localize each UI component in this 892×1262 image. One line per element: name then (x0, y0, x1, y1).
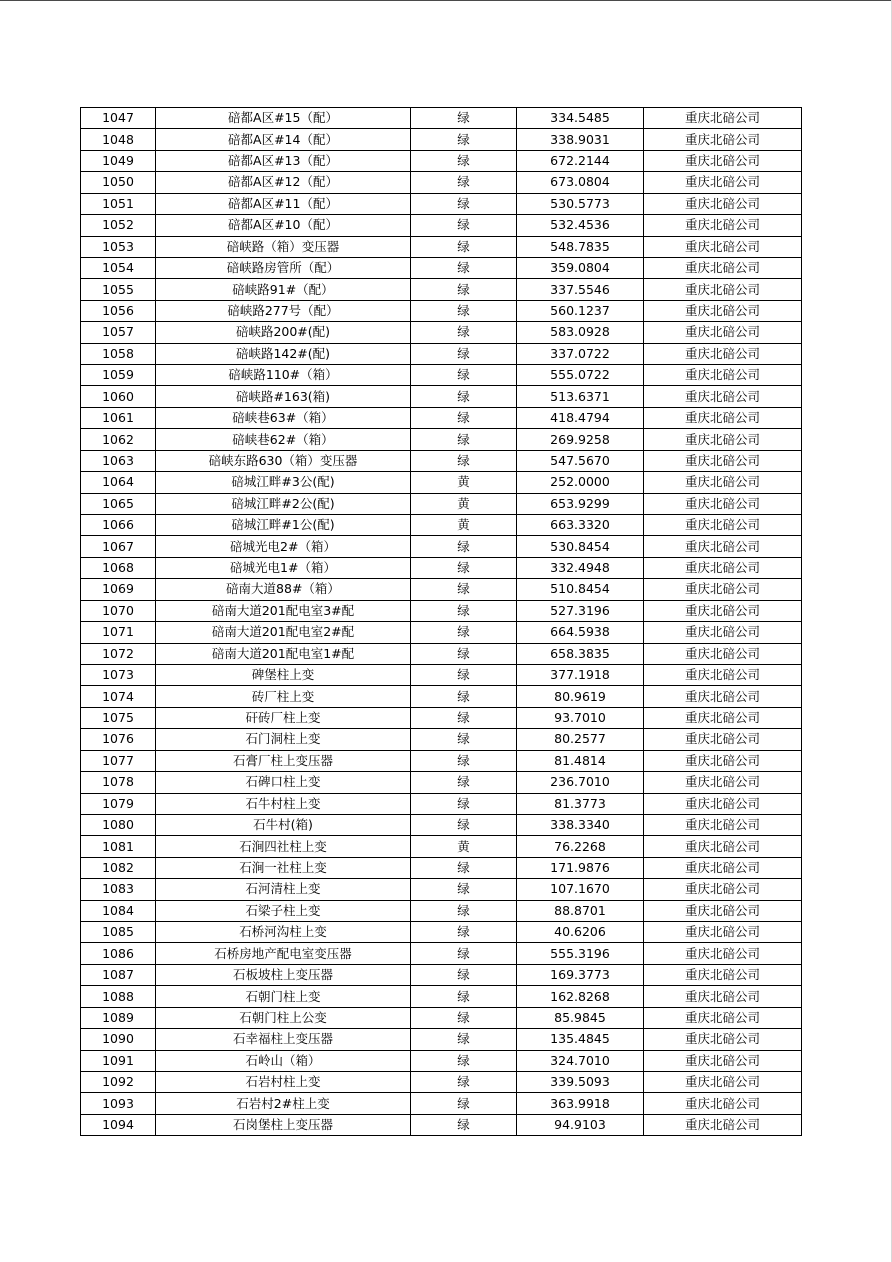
status-cell: 绿 (411, 600, 517, 621)
value-cell: 530.8454 (517, 536, 644, 557)
transformer-name-cell: 碚南大道201配电室2#配 (156, 622, 411, 643)
company-cell: 重庆北碚公司 (644, 300, 802, 321)
table-row (81, 536, 802, 557)
status-cell: 绿 (411, 300, 517, 321)
company-cell: 重庆北碚公司 (644, 729, 802, 750)
company-cell: 重庆北碚公司 (644, 836, 802, 857)
value-cell: 338.3340 (517, 814, 644, 835)
value-cell: 673.0804 (517, 172, 644, 193)
status-cell: 绿 (411, 643, 517, 664)
value-cell: 664.5938 (517, 622, 644, 643)
status-cell: 绿 (411, 150, 517, 171)
transformer-name-cell: 碚城光电2#（箱） (156, 536, 411, 557)
transformer-name-cell: 碚峡东路630（箱）变压器 (156, 450, 411, 471)
status-cell: 绿 (411, 1029, 517, 1050)
status-cell: 绿 (411, 108, 517, 129)
transformer-name-cell: 碚都A区#13（配） (156, 150, 411, 171)
company-cell: 重庆北碚公司 (644, 814, 802, 835)
transformer-name-cell: 石牛村(箱) (156, 814, 411, 835)
transformer-name-cell: 碚南大道201配电室1#配 (156, 643, 411, 664)
company-cell: 重庆北碚公司 (644, 343, 802, 364)
value-cell: 334.5485 (517, 108, 644, 129)
status-cell: 绿 (411, 257, 517, 278)
transformer-name-cell: 碚峡路277号（配） (156, 300, 411, 321)
table-row (81, 429, 802, 450)
table-row (81, 1071, 802, 1092)
value-cell: 339.5093 (517, 1071, 644, 1092)
row-id-cell: 1055 (81, 279, 156, 300)
table-row (81, 1050, 802, 1071)
row-id-cell: 1086 (81, 943, 156, 964)
table-row (81, 150, 802, 171)
row-id-cell: 1052 (81, 215, 156, 236)
table-row (81, 450, 802, 471)
table-row (81, 472, 802, 493)
company-cell: 重庆北碚公司 (644, 1071, 802, 1092)
company-cell: 重庆北碚公司 (644, 236, 802, 257)
value-cell: 324.7010 (517, 1050, 644, 1071)
transformer-name-cell: 石板坡柱上变压器 (156, 964, 411, 985)
transformer-name-cell: 石门洞柱上变 (156, 729, 411, 750)
row-id-cell: 1064 (81, 472, 156, 493)
transformer-name-cell: 碚都A区#15（配） (156, 108, 411, 129)
table-row (81, 600, 802, 621)
status-cell: 绿 (411, 857, 517, 878)
transformer-name-cell: 碚峡路142#(配) (156, 343, 411, 364)
transformer-name-cell: 碚城江畔#2公(配) (156, 493, 411, 514)
row-id-cell: 1057 (81, 322, 156, 343)
status-cell: 绿 (411, 343, 517, 364)
row-id-cell: 1059 (81, 365, 156, 386)
table-row (81, 943, 802, 964)
status-cell: 绿 (411, 450, 517, 471)
table-row (81, 879, 802, 900)
company-cell: 重庆北碚公司 (644, 536, 802, 557)
table-row (81, 322, 802, 343)
table-row (81, 407, 802, 428)
status-cell: 绿 (411, 172, 517, 193)
row-id-cell: 1080 (81, 814, 156, 835)
company-cell: 重庆北碚公司 (644, 900, 802, 921)
value-cell: 81.3773 (517, 793, 644, 814)
status-cell: 绿 (411, 772, 517, 793)
row-id-cell: 1056 (81, 300, 156, 321)
value-cell: 332.4948 (517, 557, 644, 578)
transformer-name-cell: 石岩村柱上变 (156, 1071, 411, 1092)
transformer-name-cell: 碚城江畔#3公(配) (156, 472, 411, 493)
row-id-cell: 1058 (81, 343, 156, 364)
value-cell: 359.0804 (517, 257, 644, 278)
transformer-name-cell: 石桥房地产配电室变压器 (156, 943, 411, 964)
table-row (81, 108, 802, 129)
value-cell: 162.8268 (517, 986, 644, 1007)
company-cell: 重庆北碚公司 (644, 772, 802, 793)
value-cell: 583.0928 (517, 322, 644, 343)
company-cell: 重庆北碚公司 (644, 1007, 802, 1028)
table-row (81, 386, 802, 407)
company-cell: 重庆北碚公司 (644, 707, 802, 728)
table-row (81, 900, 802, 921)
value-cell: 547.5670 (517, 450, 644, 471)
status-cell: 绿 (411, 279, 517, 300)
company-cell: 重庆北碚公司 (644, 172, 802, 193)
status-cell: 绿 (411, 215, 517, 236)
transformer-name-cell: 石桥河沟柱上变 (156, 922, 411, 943)
company-cell: 重庆北碚公司 (644, 386, 802, 407)
status-cell: 绿 (411, 686, 517, 707)
table-row (81, 1007, 802, 1028)
row-id-cell: 1076 (81, 729, 156, 750)
value-cell: 658.3835 (517, 643, 644, 664)
table-row (81, 643, 802, 664)
value-cell: 93.7010 (517, 707, 644, 728)
status-cell: 绿 (411, 964, 517, 985)
table-row (81, 1093, 802, 1114)
value-cell: 80.2577 (517, 729, 644, 750)
row-id-cell: 1075 (81, 707, 156, 728)
transformer-name-cell: 碚都A区#10（配） (156, 215, 411, 236)
value-cell: 548.7835 (517, 236, 644, 257)
company-cell: 重庆北碚公司 (644, 193, 802, 214)
transformer-name-cell: 碚峡路房管所（配） (156, 257, 411, 278)
status-cell: 绿 (411, 1114, 517, 1135)
value-cell: 252.0000 (517, 472, 644, 493)
transformer-name-cell: 碚峡路110#（箱） (156, 365, 411, 386)
value-cell: 337.5546 (517, 279, 644, 300)
table-row (81, 236, 802, 257)
table-row (81, 622, 802, 643)
status-cell: 黄 (411, 493, 517, 514)
company-cell: 重庆北碚公司 (644, 150, 802, 171)
row-id-cell: 1048 (81, 129, 156, 150)
status-cell: 绿 (411, 557, 517, 578)
value-cell: 532.4536 (517, 215, 644, 236)
transformer-name-cell: 石河清柱上变 (156, 879, 411, 900)
status-cell: 绿 (411, 879, 517, 900)
status-cell: 绿 (411, 429, 517, 450)
company-cell: 重庆北碚公司 (644, 450, 802, 471)
row-id-cell: 1089 (81, 1007, 156, 1028)
table-body (81, 108, 802, 1136)
value-cell: 94.9103 (517, 1114, 644, 1135)
value-cell: 171.9876 (517, 857, 644, 878)
value-cell: 663.3320 (517, 515, 644, 536)
value-cell: 169.3773 (517, 964, 644, 985)
company-cell: 重庆北碚公司 (644, 986, 802, 1007)
table-row (81, 215, 802, 236)
status-cell: 绿 (411, 750, 517, 771)
value-cell: 510.8454 (517, 579, 644, 600)
company-cell: 重庆北碚公司 (644, 686, 802, 707)
row-id-cell: 1081 (81, 836, 156, 857)
transformer-name-cell: 碚南大道201配电室3#配 (156, 600, 411, 621)
company-cell: 重庆北碚公司 (644, 664, 802, 685)
table-row (81, 729, 802, 750)
status-cell: 绿 (411, 1050, 517, 1071)
status-cell: 绿 (411, 922, 517, 943)
value-cell: 236.7010 (517, 772, 644, 793)
status-cell: 绿 (411, 536, 517, 557)
row-id-cell: 1083 (81, 879, 156, 900)
transformer-name-cell: 石岭山（箱） (156, 1050, 411, 1071)
value-cell: 555.0722 (517, 365, 644, 386)
table-row (81, 193, 802, 214)
value-cell: 80.9619 (517, 686, 644, 707)
row-id-cell: 1054 (81, 257, 156, 278)
transformer-name-cell: 碚城光电1#（箱） (156, 557, 411, 578)
row-id-cell: 1085 (81, 922, 156, 943)
transformer-name-cell: 碚南大道88#（箱） (156, 579, 411, 600)
transformer-name-cell: 石牛村柱上变 (156, 793, 411, 814)
row-id-cell: 1088 (81, 986, 156, 1007)
company-cell: 重庆北碚公司 (644, 964, 802, 985)
transformer-name-cell: 石碑口柱上变 (156, 772, 411, 793)
transformer-name-cell: 石岗堡柱上变压器 (156, 1114, 411, 1135)
row-id-cell: 1070 (81, 600, 156, 621)
transformer-name-cell: 碑堡柱上变 (156, 664, 411, 685)
status-cell: 绿 (411, 322, 517, 343)
transformer-name-cell: 石朝门柱上变 (156, 986, 411, 1007)
table-row (81, 365, 802, 386)
row-id-cell: 1049 (81, 150, 156, 171)
row-id-cell: 1074 (81, 686, 156, 707)
status-cell: 绿 (411, 793, 517, 814)
value-cell: 81.4814 (517, 750, 644, 771)
value-cell: 76.2268 (517, 836, 644, 857)
status-cell: 绿 (411, 1093, 517, 1114)
company-cell: 重庆北碚公司 (644, 429, 802, 450)
table-row (81, 922, 802, 943)
status-cell: 绿 (411, 664, 517, 685)
row-id-cell: 1092 (81, 1071, 156, 1092)
company-cell: 重庆北碚公司 (644, 879, 802, 900)
company-cell: 重庆北碚公司 (644, 108, 802, 129)
value-cell: 555.3196 (517, 943, 644, 964)
transformer-name-cell: 碚城江畔#1公(配) (156, 515, 411, 536)
status-cell: 绿 (411, 1071, 517, 1092)
status-cell: 黄 (411, 472, 517, 493)
company-cell: 重庆北碚公司 (644, 1093, 802, 1114)
row-id-cell: 1066 (81, 515, 156, 536)
status-cell: 绿 (411, 986, 517, 1007)
transformer-name-cell: 砖厂柱上变 (156, 686, 411, 707)
value-cell: 363.9918 (517, 1093, 644, 1114)
row-id-cell: 1062 (81, 429, 156, 450)
row-id-cell: 1090 (81, 1029, 156, 1050)
transformer-name-cell: 碚峡路（箱）变压器 (156, 236, 411, 257)
table-row (81, 772, 802, 793)
row-id-cell: 1079 (81, 793, 156, 814)
value-cell: 269.9258 (517, 429, 644, 450)
row-id-cell: 1068 (81, 557, 156, 578)
table-row (81, 579, 802, 600)
transformer-name-cell: 石岩村2#柱上变 (156, 1093, 411, 1114)
table-row (81, 493, 802, 514)
value-cell: 338.9031 (517, 129, 644, 150)
company-cell: 重庆北碚公司 (644, 515, 802, 536)
transformer-name-cell: 碚峡路200#(配) (156, 322, 411, 343)
status-cell: 绿 (411, 365, 517, 386)
company-cell: 重庆北碚公司 (644, 407, 802, 428)
table-row (81, 515, 802, 536)
company-cell: 重庆北碚公司 (644, 643, 802, 664)
value-cell: 135.4845 (517, 1029, 644, 1050)
status-cell: 绿 (411, 622, 517, 643)
company-cell: 重庆北碚公司 (644, 922, 802, 943)
company-cell: 重庆北碚公司 (644, 322, 802, 343)
company-cell: 重庆北碚公司 (644, 365, 802, 386)
transformer-name-cell: 碚都A区#11（配） (156, 193, 411, 214)
status-cell: 黄 (411, 515, 517, 536)
row-id-cell: 1063 (81, 450, 156, 471)
table-row (81, 686, 802, 707)
table-row (81, 279, 802, 300)
value-cell: 513.6371 (517, 386, 644, 407)
row-id-cell: 1065 (81, 493, 156, 514)
value-cell: 88.8701 (517, 900, 644, 921)
company-cell: 重庆北碚公司 (644, 493, 802, 514)
table-row (81, 300, 802, 321)
row-id-cell: 1069 (81, 579, 156, 600)
value-cell: 530.5773 (517, 193, 644, 214)
company-cell: 重庆北碚公司 (644, 557, 802, 578)
row-id-cell: 1053 (81, 236, 156, 257)
table-row (81, 1029, 802, 1050)
row-id-cell: 1094 (81, 1114, 156, 1135)
table-row (81, 257, 802, 278)
company-cell: 重庆北碚公司 (644, 1114, 802, 1135)
company-cell: 重庆北碚公司 (644, 857, 802, 878)
status-cell: 绿 (411, 1007, 517, 1028)
value-cell: 418.4794 (517, 407, 644, 428)
table-row (81, 1114, 802, 1135)
table-row (81, 964, 802, 985)
transformer-name-cell: 石朝门柱上公变 (156, 1007, 411, 1028)
transformer-name-cell: 矸砖厂柱上变 (156, 707, 411, 728)
row-id-cell: 1067 (81, 536, 156, 557)
transformer-name-cell: 石梁子柱上变 (156, 900, 411, 921)
table-row (81, 172, 802, 193)
status-cell: 黄 (411, 836, 517, 857)
transformer-name-cell: 石膏厂柱上变压器 (156, 750, 411, 771)
page-top-border (0, 0, 892, 1)
table-row (81, 986, 802, 1007)
value-cell: 85.9845 (517, 1007, 644, 1028)
row-id-cell: 1093 (81, 1093, 156, 1114)
company-cell: 重庆北碚公司 (644, 943, 802, 964)
status-cell: 绿 (411, 236, 517, 257)
status-cell: 绿 (411, 900, 517, 921)
row-id-cell: 1060 (81, 386, 156, 407)
status-cell: 绿 (411, 193, 517, 214)
transformer-name-cell: 碚峡路91#（配） (156, 279, 411, 300)
transformer-name-cell: 碚峡巷62#（箱） (156, 429, 411, 450)
row-id-cell: 1091 (81, 1050, 156, 1071)
transformer-name-cell: 石涧一社柱上变 (156, 857, 411, 878)
data-table (80, 107, 802, 1136)
row-id-cell: 1078 (81, 772, 156, 793)
row-id-cell: 1072 (81, 643, 156, 664)
table-row (81, 129, 802, 150)
value-cell: 337.0722 (517, 343, 644, 364)
company-cell: 重庆北碚公司 (644, 1029, 802, 1050)
row-id-cell: 1047 (81, 108, 156, 129)
row-id-cell: 1050 (81, 172, 156, 193)
company-cell: 重庆北碚公司 (644, 257, 802, 278)
table-row (81, 814, 802, 835)
transformer-name-cell: 碚都A区#12（配） (156, 172, 411, 193)
value-cell: 672.2144 (517, 150, 644, 171)
company-cell: 重庆北碚公司 (644, 129, 802, 150)
value-cell: 377.1918 (517, 664, 644, 685)
status-cell: 绿 (411, 943, 517, 964)
row-id-cell: 1071 (81, 622, 156, 643)
company-cell: 重庆北碚公司 (644, 579, 802, 600)
company-cell: 重庆北碚公司 (644, 793, 802, 814)
row-id-cell: 1084 (81, 900, 156, 921)
row-id-cell: 1082 (81, 857, 156, 878)
transformer-name-cell: 碚都A区#14（配） (156, 129, 411, 150)
table-row (81, 793, 802, 814)
status-cell: 绿 (411, 814, 517, 835)
status-cell: 绿 (411, 129, 517, 150)
transformer-name-cell: 碚峡巷63#（箱） (156, 407, 411, 428)
row-id-cell: 1061 (81, 407, 156, 428)
company-cell: 重庆北碚公司 (644, 472, 802, 493)
status-cell: 绿 (411, 707, 517, 728)
row-id-cell: 1087 (81, 964, 156, 985)
row-id-cell: 1073 (81, 664, 156, 685)
row-id-cell: 1051 (81, 193, 156, 214)
table-row (81, 857, 802, 878)
table-row (81, 343, 802, 364)
value-cell: 653.9299 (517, 493, 644, 514)
value-cell: 527.3196 (517, 600, 644, 621)
transformer-name-cell: 石幸福柱上变压器 (156, 1029, 411, 1050)
status-cell: 绿 (411, 579, 517, 600)
company-cell: 重庆北碚公司 (644, 215, 802, 236)
company-cell: 重庆北碚公司 (644, 279, 802, 300)
status-cell: 绿 (411, 407, 517, 428)
company-cell: 重庆北碚公司 (644, 600, 802, 621)
value-cell: 560.1237 (517, 300, 644, 321)
table-row (81, 836, 802, 857)
table-row (81, 750, 802, 771)
value-cell: 107.1670 (517, 879, 644, 900)
transformer-name-cell: 碚峡路#163(箱) (156, 386, 411, 407)
company-cell: 重庆北碚公司 (644, 750, 802, 771)
transformer-name-cell: 石涧四社柱上变 (156, 836, 411, 857)
status-cell: 绿 (411, 386, 517, 407)
company-cell: 重庆北碚公司 (644, 622, 802, 643)
value-cell: 40.6206 (517, 922, 644, 943)
row-id-cell: 1077 (81, 750, 156, 771)
table-row (81, 664, 802, 685)
company-cell: 重庆北碚公司 (644, 1050, 802, 1071)
table-row (81, 557, 802, 578)
table-row (81, 707, 802, 728)
status-cell: 绿 (411, 729, 517, 750)
